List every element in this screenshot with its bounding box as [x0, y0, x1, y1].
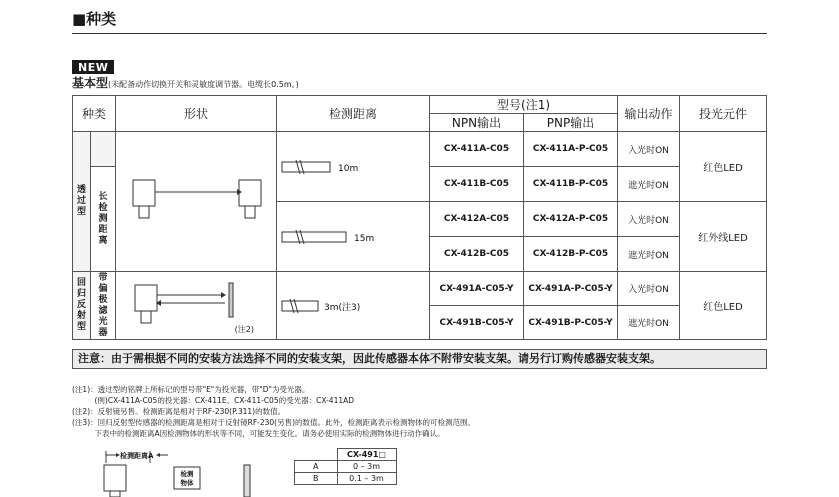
footnote: (注1)：透过型的铭牌上所标记的型号带"E"为投光器，带"D"为受光器。 [72, 385, 310, 394]
product-table [72, 95, 767, 340]
header-type: 种类 [73, 96, 116, 132]
group-retro-label [73, 278, 90, 333]
header-npn: NPN输出 [430, 114, 524, 132]
group-polarized [91, 272, 116, 340]
vertical-char: 离 [98, 235, 108, 246]
emitter-red-led: 红色LED [680, 272, 767, 340]
output-mode: 遮光时ON [618, 237, 680, 272]
diagram-label-a: 检测距离A [120, 452, 154, 460]
distance-bar-icon [278, 227, 428, 247]
section-title: ■种类 [72, 10, 117, 28]
range-table [294, 448, 397, 485]
npn-model: CX-491B-C05-Y [430, 306, 524, 340]
npn-model: CX-412A-C05 [430, 202, 524, 237]
pnp-model: CX-411B-P-C05 [524, 167, 618, 202]
vertical-char: 型 [76, 207, 86, 217]
header-output: 输出动作 [618, 96, 680, 132]
diagram-object-label: 检测 [180, 470, 194, 478]
pnp-model: CX-491A-P-C05-Y [524, 272, 618, 306]
emitter-infrared-led: 红外线LED [680, 202, 767, 272]
shape-thru-beam [116, 132, 277, 272]
pnp-model: CX-412A-P-C05 [524, 202, 618, 237]
vertical-char: 距 [98, 224, 108, 235]
shape-note: (注2) [234, 325, 255, 334]
vertical-char: 长 [98, 191, 108, 202]
vertical-char: 透 [76, 185, 86, 195]
subtitle-note: (未配备动作切换开关和灵敏度调节器。电缆长0.5m。) [108, 80, 299, 89]
pnp-model: CX-412B-P-C05 [524, 237, 618, 272]
vertical-char: 检 [98, 202, 108, 213]
output-mode: 入光时ON [618, 202, 680, 237]
vertical-char: 型 [76, 322, 86, 332]
footnote: (注2)：反射镜另售。检测距离是相对于RF-230(P.311)的数值。 [72, 407, 286, 416]
range-label: A [295, 461, 338, 473]
distance-3m-label: 3m(注3) [324, 302, 361, 313]
distance-10m-label: 10m [338, 163, 359, 174]
range-label: B [295, 473, 338, 485]
group-thru-label [73, 185, 90, 218]
vertical-char: 滤 [98, 305, 108, 316]
distance-3m [277, 272, 430, 340]
group-retro [73, 272, 91, 340]
title-divider [72, 33, 767, 34]
group-blank [91, 132, 116, 167]
new-badge: NEW [72, 60, 114, 74]
shape-retro [116, 272, 277, 340]
range-diagram [100, 443, 270, 497]
npn-model: CX-411A-C05 [430, 132, 524, 167]
range-value: 0 – 3m [337, 461, 396, 473]
group-long-label [91, 192, 115, 247]
range-header: CX-491□ [337, 449, 396, 461]
warning-bar: 注意：由于需根据不同的安装方法选择不同的安装支架，因此传感器本体不附带安装支架。请另行订购传感器安装支架。 [72, 349, 767, 369]
distance-bar-icon [278, 296, 428, 316]
distance-10m [277, 132, 430, 202]
vertical-char: 器 [98, 327, 108, 338]
header-model: 型号(注1) [430, 96, 618, 114]
header-pnp: PNP输出 [524, 114, 618, 132]
header-emitter: 投光元件 [680, 96, 767, 132]
distance-15m [277, 202, 430, 272]
vertical-char: 极 [98, 294, 108, 305]
footnote: (注3)：回归反射型传感器的检测距离是相对于反射镜RF-230(另售)的数值。此外，检测距离表示检测物体的可检测范围。 [72, 418, 476, 427]
group-long-range [91, 167, 116, 272]
output-mode: 入光时ON [618, 132, 680, 167]
vertical-char: 归 [76, 289, 86, 299]
range-value: 0.1 – 3m [337, 473, 396, 485]
output-mode: 遮光时ON [618, 167, 680, 202]
output-mode: 遮光时ON [618, 306, 680, 340]
subtitle-main: 基本型 [72, 76, 109, 90]
npn-model: CX-411B-C05 [430, 167, 524, 202]
vertical-char: 测 [98, 213, 108, 224]
header-distance: 检测距离 [277, 96, 430, 132]
vertical-char: 反 [76, 300, 86, 310]
distance-15m-label: 15m [354, 233, 375, 244]
vertical-char: 带 [98, 272, 108, 283]
thru-beam-sensor-icon [121, 170, 271, 230]
npn-model: CX-491A-C05-Y [430, 272, 524, 306]
footnote: (例)CX-411A-C05的投光器：CX-411E、CX-411-C05的受光器：CX-411AD [72, 396, 355, 405]
vertical-char: 偏 [98, 283, 108, 294]
diagram-object-label: 物体 [180, 479, 194, 487]
emitter-red-led: 红色LED [680, 132, 767, 202]
vertical-char: 射 [76, 311, 86, 321]
header-shape: 形状 [116, 96, 277, 132]
distance-bar-icon [278, 157, 428, 177]
footnotes [72, 384, 475, 439]
npn-model: CX-412B-C05 [430, 237, 524, 272]
subtitle [72, 74, 299, 91]
pnp-model: CX-411A-P-C05 [524, 132, 618, 167]
footnote: 下表中的检测距离A因检测物体的形状等不同，可能发生变化。请务必使用实际的检测物体进行动作确认。 [72, 429, 445, 438]
output-mode: 入光时ON [618, 272, 680, 306]
vertical-char: 回 [76, 278, 86, 288]
vertical-char: 过 [76, 196, 86, 206]
group-thru-beam [73, 132, 91, 272]
vertical-char: 光 [98, 316, 108, 327]
group-polarized-label [91, 273, 115, 339]
pnp-model: CX-491B-P-C05-Y [524, 306, 618, 340]
